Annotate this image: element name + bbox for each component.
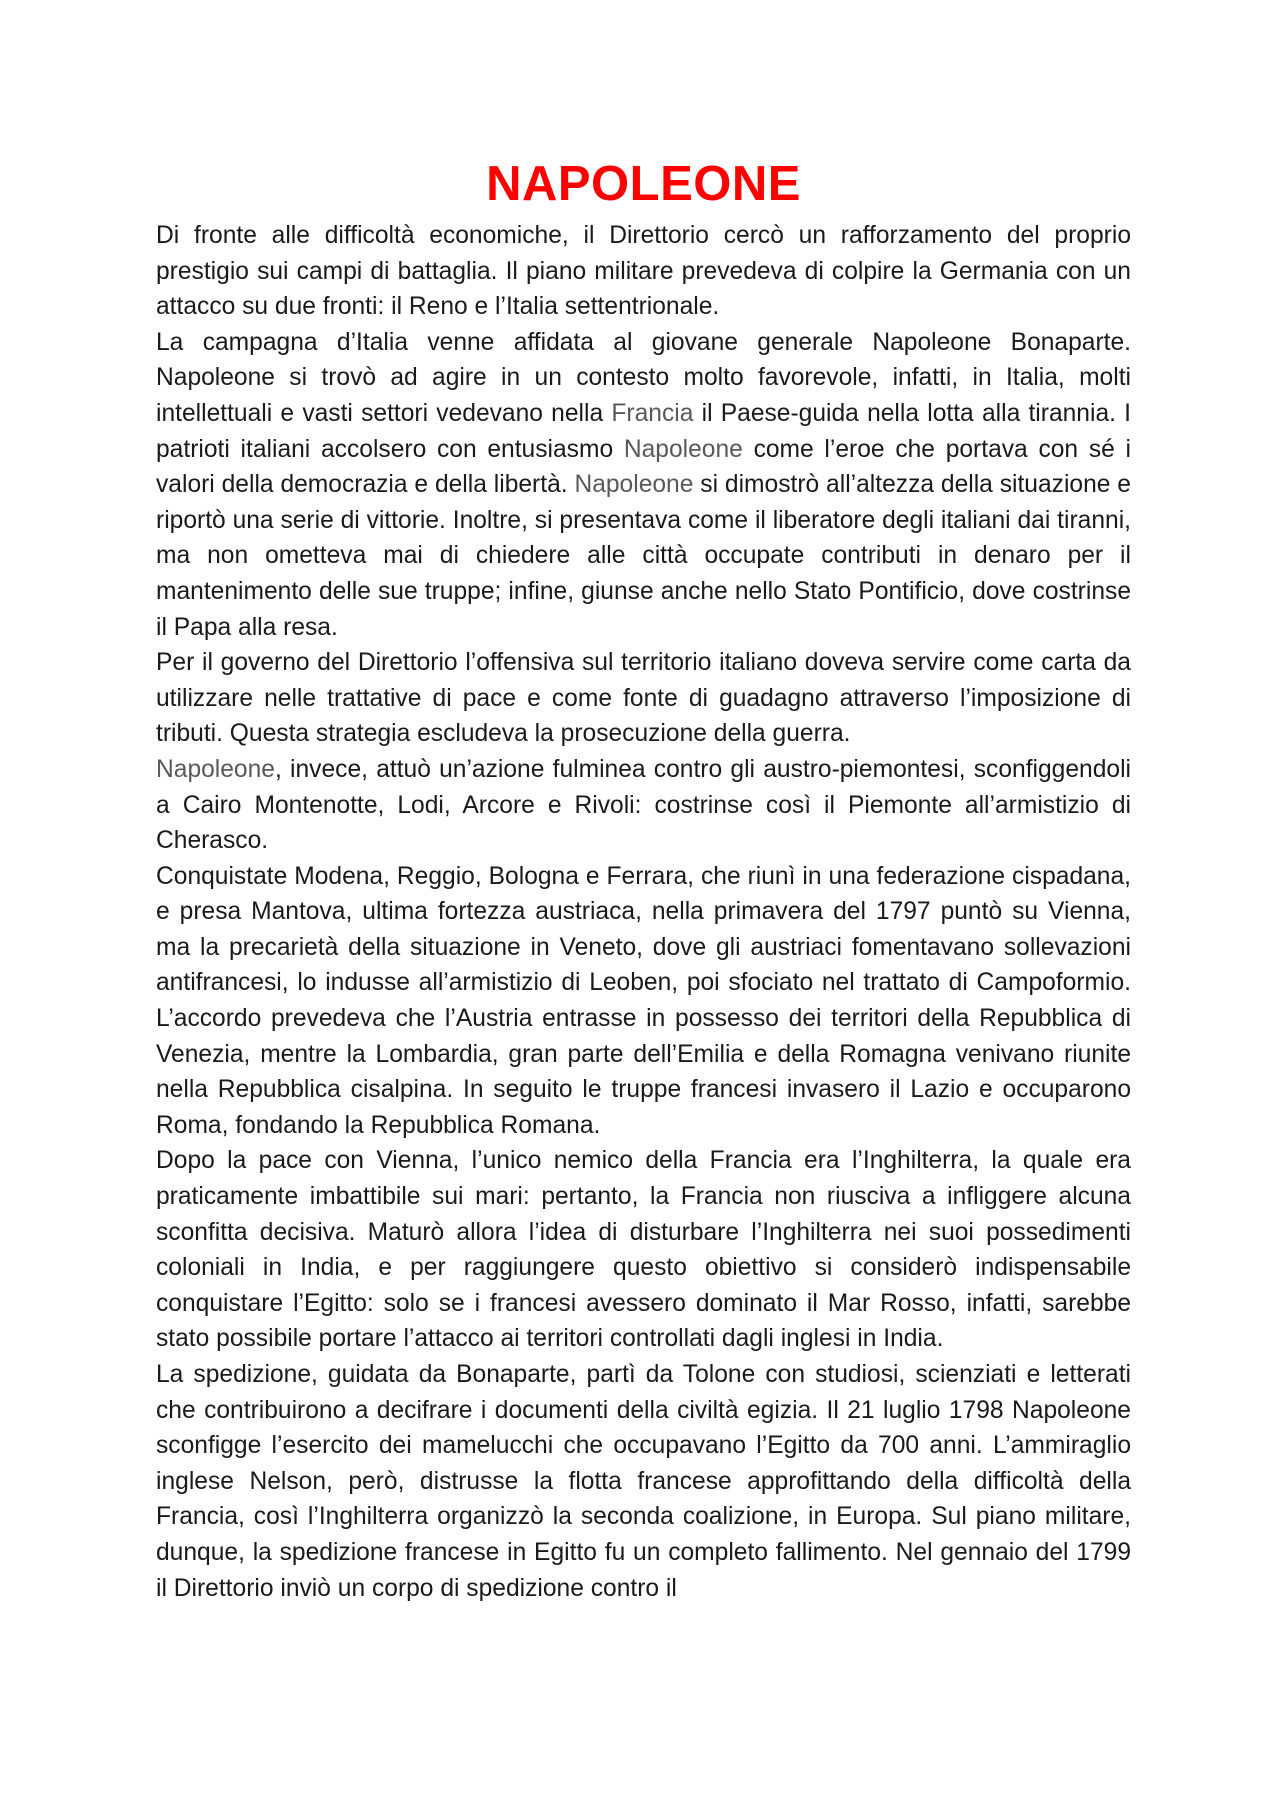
paragraph-4 <box>156 752 1131 859</box>
text-run: come l’eroe che portava con sé i valori della democrazia e della libertà. <box>156 435 1131 499</box>
text-run: Di fronte alle difficoltà economiche, il Direttorio cercò un rafforzamento del proprio prestigio sui campi di battaglia. Il piano militare prevedeva di colpire la Germania con un attacco su due fronti: il Reno e l’Italia settentrionale. <box>156 222 1131 321</box>
text-run: , invece, attuò un’azione fulminea contro gli austro-piemontesi, sconfiggendoli a Cairo Montenotte, Lodi, Arcore e Rivoli: costrinse così il Piemonte all’armistizio di Cherasco. <box>156 755 1131 855</box>
paragraph-2 <box>156 325 1131 645</box>
highlight-napoleone: Napoleone <box>574 471 694 499</box>
highlight-napoleone: Napoleone <box>156 755 275 783</box>
document-page <box>156 150 1131 1606</box>
paragraph-1 <box>156 218 1131 325</box>
text-run: Per il governo del Direttorio l’offensiva sul territorio italiano doveva servire come carta da utilizzare nelle trattative di pace e come fonte di guadagno attraverso l’imposizione di tributi. Questa strategia escludeva la prosecuzione della guerra. <box>156 649 1131 748</box>
text-run: La campagna d’Italia venne affidata al giovane generale Napoleone Bonaparte. Napoleone si trovò ad agire in un contesto molto favorevole, infatti, in Italia, molti intellettuali e vasti settori vedevano nella <box>156 328 1131 427</box>
paragraph-7 <box>156 1357 1131 1606</box>
paragraph-6 <box>156 1143 1131 1357</box>
text-run: Conquistate Modena, Reggio, Bologna e Ferrara, che riunì in una federazione cispadana, e presa Mantova, ultima fortezza austriaca, nella primavera del 1797 puntò su Vienna, ma la precarietà della situazione in Veneto, dove gli austriaci fomentavano sollevazioni antifrancesi, lo indusse all’armistizio di Leoben, poi sfociato nel trattato di Campoformio. L’accordo prevedeva che l’Austria entrasse in possesso dei territori della Repubblica di Venezia, mentre la Lombardia, gran parte dell’Emilia e della Romagna venivano riunite nella Repubblica cisalpina. In seguito le truppe francesi invasero il Lazio e occuparono Roma, fondando la Repubblica Romana. <box>156 862 1131 1139</box>
text-run: si dimostrò all’altezza della situazione e riportò una serie di vittorie. Inoltre, si presentava come il liberatore degli italiani dai tiranni, ma non ometteva mai di chiedere alle città occupate contributi in denaro per il mantenimento delle sue truppe; infine, giunse anche nello Stato Pontificio, dove costrinse il Papa alla resa. <box>156 471 1131 641</box>
text-run: Dopo la pace con Vienna, l’unico nemico della Francia era l’Inghilterra, la quale era praticamente imbattibile sui mari: pertanto, la Francia non riusciva a infliggere alcuna sconfitta decisiva. Maturò allora l’idea di disturbare l’Inghilterra nei suoi possedimenti coloniali in India, e per raggiungere questo obiettivo si considerò indispensabile conquistare l’Egitto: solo se i francesi avessero dominato il Mar Rosso, infatti, sarebbe stato possibile portare l’attacco ai territori controllati dagli inglesi in India. <box>156 1147 1131 1353</box>
page-title: NAPOLEONE <box>486 157 801 211</box>
highlight-napoleone: Napoleone <box>623 435 743 463</box>
text-run: il Paese-guida nella lotta alla tirannia. I patrioti italiani accolsero con entusiasmo <box>156 399 1132 463</box>
paragraph-3 <box>156 645 1131 752</box>
text-run: La spedizione, guidata da Bonaparte, partì da Tolone con studiosi, scienziati e letterati che contribuirono a decifrare i documenti della civiltà egizia. Il 21 luglio 1798 Napoleone sconfigge l’esercito dei mamelucchi che occupavano l’Egitto da 700 anni. L’ammiraglio inglese Nelson, però, distrusse la flotta francese approfittando della difficoltà della Francia, così l’Inghilterra organizzò la seconda coalizione, in Europa. Sul piano militare, dunque, la spedizione francese in Egitto fu un completo fallimento. Nel gennaio del 1799 il Direttorio inviò un corpo di spedizione contro il <box>156 1361 1131 1602</box>
highlight-francia: Francia <box>611 399 694 427</box>
paragraph-5 <box>156 859 1131 1144</box>
